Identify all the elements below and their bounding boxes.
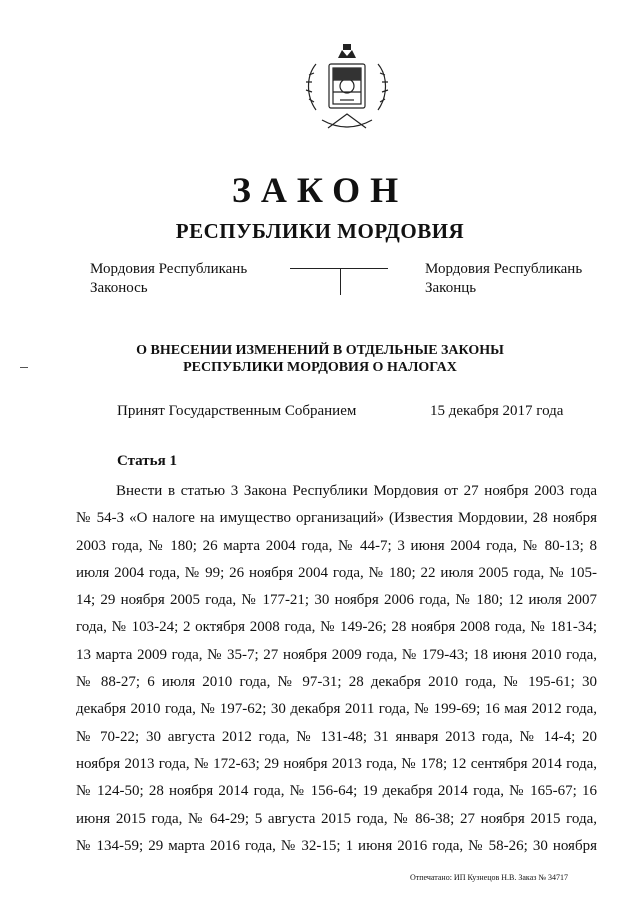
body-line: июня 2015 года, № 64-29; 5 августа 2015 года, № 86-38; 27 ноября 2015 года,: [76, 810, 597, 827]
article-heading: Статья 1: [117, 453, 177, 469]
body-line: Внести в статью 3 Закона Республики Мордовия от 27 ноября 2003 года: [116, 483, 597, 499]
right-language-line-2: Законць: [425, 280, 477, 296]
body-line: № 134-59; 29 марта 2016 года, № 32-15; 1 июня 2016 года, № 58-26; 30 ноября: [76, 837, 597, 854]
left-language-line-1: Мордовия Республикань: [90, 261, 248, 277]
left-language-line-2: Законось: [90, 280, 148, 296]
right-language-block: [425, 260, 582, 298]
body-line: года, № 103-24; 2 октября 2008 года, № 149-26; 28 ноября 2008 года, № 181-34;: [76, 619, 597, 636]
right-language-line-1: Мордовия Республикань: [425, 261, 583, 277]
header-divider-vertical: [340, 268, 341, 295]
coat-of-arms-emblem: [302, 40, 392, 130]
print-note: Отпечатано: ИП Кузнецов Н.В. Заказ № 34717: [410, 873, 569, 882]
adopted-label: Принят Государственным Собранием: [117, 403, 357, 419]
left-language-block: [90, 260, 247, 298]
body-line: № 124-50; 28 ноября 2014 года, № 156-64; 19 декабря 2014 года, № 165-67; 16: [76, 783, 597, 800]
document-title: [0, 342, 640, 376]
body-line: июля 2004 года, № 99; 26 ноября 2004 года, № 180; 22 июля 2005 года, № 105-: [76, 564, 597, 581]
adopted-date: 15 декабря 2017 года: [430, 403, 564, 419]
article-body: [76, 478, 597, 860]
body-line: 13 марта 2009 года, № 35-7; 27 ноября 2009 года, № 179-43; 18 июня 2010 года,: [76, 646, 597, 663]
body-line: ноября 2013 года, № 172-63; 29 ноября 2013 года, № 178; 12 сентября 2014 года,: [76, 755, 597, 772]
body-line: № 70-22; 30 августа 2012 года, № 131-48; 31 января 2013 года, № 14-4; 20: [76, 728, 597, 745]
body-line: № 54-З «О налоге на имущество организаций» (Известия Мордовии, 28 ноября: [76, 510, 597, 527]
header-divider-horizontal: [290, 268, 388, 269]
document-title-line-2: РЕСПУБЛИКИ МОРДОВИЯ О НАЛОГАХ: [183, 360, 457, 375]
body-line: № 88-27; 6 июля 2010 года, № 97-31; 28 декабря 2010 года, № 195-61; 30: [76, 674, 597, 691]
margin-mark: [20, 367, 28, 368]
body-line: 14; 29 ноября 2005 года, № 177-21; 30 ноября 2006 года, № 180; 12 июля 2007: [76, 592, 597, 609]
body-line: 2003 года, № 180; 26 марта 2004 года, № 44-7; 3 июня 2004 года, № 80-13; 8: [76, 537, 597, 554]
law-title: ЗАКОН: [231, 170, 409, 210]
body-line: декабря 2010 года, № 197-62; 30 декабря 2011 года, № 199-69; 16 мая 2012 года,: [76, 701, 597, 718]
law-subtitle: РЕСПУБЛИКИ МОРДОВИЯ: [175, 219, 465, 243]
document-title-line-1: О ВНЕСЕНИИ ИЗМЕНЕНИЙ В ОТДЕЛЬНЫЕ ЗАКОНЫ: [136, 343, 504, 358]
